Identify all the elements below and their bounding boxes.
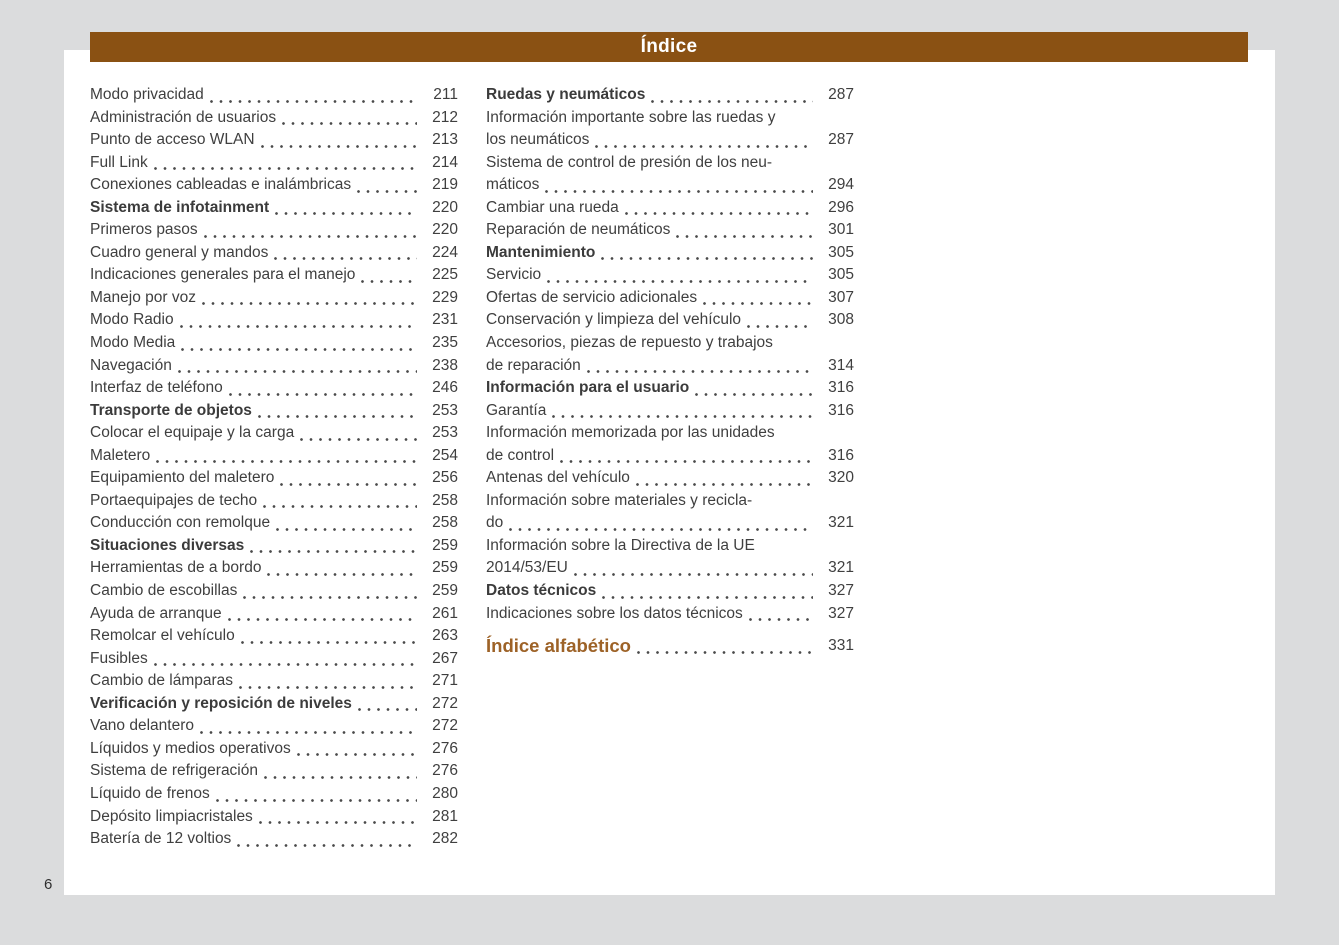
toc-entry-line [90,129,458,152]
toc-entry-page: 320 [828,469,854,487]
toc-entry-label: Reparación de neumáticos [486,221,671,239]
toc-entry [486,107,854,152]
toc-entry [486,377,854,400]
toc-entry-label: Indicaciones generales para el manejo [90,266,356,284]
toc-entry [90,783,458,806]
toc-entry-line [90,377,458,400]
toc-entry-line [486,242,854,265]
dot-leader [297,753,417,756]
toc-entry-line [486,535,854,558]
toc-entry-page: 296 [828,198,854,216]
toc-entry-page: 314 [828,356,854,374]
toc-entry-page: 271 [432,672,458,690]
toc-entry-line [90,219,458,242]
dot-leader [274,257,417,260]
toc-entry [90,197,458,220]
toc-entry-label: Remolcar el vehículo [90,627,235,645]
toc-entry-label: Modo Radio [90,311,174,329]
toc-entry-label: Líquidos y medios operativos [90,739,291,757]
toc-entry [486,287,854,310]
toc-entry-line [90,715,458,738]
toc-entry-label: de reparación [486,356,581,374]
dot-leader [651,100,813,103]
toc-entry [486,219,854,242]
dot-leader [602,596,813,599]
dot-leader [241,641,417,644]
toc-entry [90,400,458,423]
toc-entry [486,580,854,603]
toc-entry-label: Manejo por voz [90,288,196,306]
toc-entry-page: 301 [828,221,854,239]
toc-entry [90,806,458,829]
dot-leader [552,415,813,418]
toc-entry-label: Ayuda de arranque [90,604,222,622]
toc-column-right [486,84,854,659]
toc-entry-label: Ruedas y neumáticos [486,86,646,103]
toc-entry-page: 316 [828,379,854,397]
dot-leader [239,686,417,689]
dot-leader [243,596,417,599]
toc-entry-label: Modo privacidad [90,86,204,103]
toc-entry-page: 220 [432,221,458,239]
toc-entry-label: Indicaciones sobre los datos técnicos [486,604,743,622]
toc-entry-line [90,490,458,513]
toc-entry [486,422,854,467]
toc-entry-page: 321 [828,514,854,532]
toc-entry-label: Transporte de objetos [90,401,252,419]
dot-leader [703,302,813,305]
toc-entry-label: Ofertas de servicio adicionales [486,288,698,306]
toc-entry-page: 224 [432,243,458,261]
toc-entry [90,264,458,287]
toc-entry-page: 213 [432,131,458,149]
toc-entry-page: 331 [828,637,854,655]
toc-entry-line [90,107,458,130]
toc-entry-page: 246 [432,379,458,397]
toc-entry-line [90,400,458,423]
toc-entry-line [90,625,458,648]
dot-leader [747,325,813,328]
toc-entry-line [90,806,458,829]
toc-entry-page: 294 [828,176,854,194]
toc-entry-line [90,264,458,287]
dot-leader [250,550,417,553]
toc-entry-page: 327 [828,604,854,622]
toc-entry-line [90,580,458,603]
toc-entry-label: Vano delantero [90,717,194,735]
toc-entry [90,557,458,580]
toc-entry-page: 272 [432,694,458,712]
toc-entry [486,400,854,423]
index-header-bar [90,32,1248,62]
dot-leader [300,438,417,441]
toc-entry-line [486,467,854,490]
dot-leader [625,212,813,215]
toc-entry-label: Cambiar una rueda [486,198,619,216]
toc-entry-line [90,693,458,716]
toc-entry-page: 272 [432,717,458,735]
dot-leader [216,799,417,802]
toc-entry-line [90,152,458,175]
toc-entry-page: 327 [828,582,854,600]
toc-entry-page: 231 [432,311,458,329]
toc-entry-page: 263 [432,627,458,645]
toc-entry-label: Garantía [486,401,547,419]
dot-leader [636,483,813,486]
toc-entry-line [90,445,458,468]
toc-entry-line [486,197,854,220]
dot-leader [676,235,813,238]
toc-entry-line [486,332,854,355]
dot-leader [261,145,417,148]
toc-entry [90,490,458,513]
dot-leader [749,618,813,621]
toc-entry-label: Primeros pasos [90,221,198,239]
toc-entry-label: Accesorios, piezas de repuesto y trabajos [486,334,773,352]
toc-entry-label: Situaciones diversas [90,536,245,554]
toc-entry-line [486,264,854,287]
toc-entry-label: Información sobre materiales y recicla- [486,491,753,509]
toc-entry-line [486,512,854,535]
toc-entry-label: Navegación [90,356,172,374]
toc-entry-line [486,557,854,580]
toc-entry-line [90,355,458,378]
toc-entry [486,152,854,197]
dot-leader [587,370,813,373]
toc-entry-page: 305 [828,266,854,284]
toc-entry-line [486,84,854,107]
toc-entry-label: Conexiones cableadas e inalámbricas [90,176,352,194]
manual-page [64,36,1275,895]
toc-entry-page: 253 [432,401,458,419]
toc-entry [90,332,458,355]
toc-entry-line [486,632,854,659]
toc-entry-page: 321 [828,559,854,577]
toc-entry-label: Líquido de frenos [90,784,210,802]
toc-entry-line [486,309,854,332]
toc-entry-label: Herramientas de a bordo [90,559,262,577]
toc-entry-label: do [486,514,504,532]
toc-entry-page: 287 [828,131,854,149]
toc-entry [90,693,458,716]
toc-entry [486,197,854,220]
dot-leader [358,708,417,711]
toc-entry [90,219,458,242]
dot-leader [154,167,417,170]
toc-entry [486,242,854,265]
toc-entry-page: 276 [432,762,458,780]
toc-entry-page: 305 [828,243,854,261]
dot-leader [200,731,417,734]
toc-entry [90,422,458,445]
toc-entry-label: los neumáticos [486,131,590,149]
toc-entry-page: 253 [432,424,458,442]
toc-entry-line [486,174,854,197]
toc-entry [90,129,458,152]
toc-entry-line [486,490,854,513]
dot-leader [237,844,417,847]
toc-entry-line [486,603,854,626]
toc-entry-page: 316 [828,446,854,464]
toc-entry-label: Depósito limpiacristales [90,807,253,825]
toc-entry-page: 254 [432,446,458,464]
toc-entry-label: Índice alfabético [486,635,631,657]
dot-leader [574,573,813,576]
toc-entry-line [90,512,458,535]
toc-entry-line [486,219,854,242]
toc-entry-page: 229 [432,288,458,306]
toc-entry-label: Fusibles [90,649,148,667]
toc-entry [486,84,854,107]
toc-entry [90,670,458,693]
toc-entry [90,760,458,783]
dot-leader [181,348,417,351]
toc-entry-line [90,287,458,310]
dot-leader [509,528,813,531]
toc-entry-page: 258 [432,514,458,532]
toc-entry-page: 256 [432,469,458,487]
toc-entry-label: Verificación y reposición de niveles [90,694,352,712]
toc-entry-page: 258 [432,491,458,509]
toc-entry-label: Cambio de escobillas [90,582,238,600]
toc-entry-page: 219 [432,176,458,194]
toc-entry-page: 259 [432,559,458,577]
toc-entry [486,467,854,490]
toc-entry-page: 316 [828,401,854,419]
toc-entry-line [486,287,854,310]
page-number: 6 [44,876,53,893]
toc-entry-label: Información para el usuario [486,379,690,397]
dot-leader [282,122,417,125]
toc-entry-line [90,783,458,806]
toc-entry-page: 281 [432,807,458,825]
toc-entry [486,332,854,377]
toc-entry-page: 211 [433,86,458,103]
toc-entry-label: Conservación y limpieza del vehículo [486,311,742,329]
dot-leader [156,460,417,463]
toc-entry-page: 267 [432,649,458,667]
toc-entry-label: de control [486,446,555,464]
toc-entry-line [90,309,458,332]
toc-entry-line [486,107,854,130]
toc-entry-label: Punto de acceso WLAN [90,131,255,149]
dot-leader [267,573,417,576]
toc-entry-accent [486,632,854,659]
dot-leader [263,505,417,508]
toc-entry [90,625,458,648]
toc-entry-line [486,422,854,445]
toc-entry-label: Administración de usuarios [90,108,277,126]
dot-leader [357,190,417,193]
page-title: Índice [640,36,698,57]
toc-entry [486,309,854,332]
toc-entry-label: Datos técnicos [486,582,597,600]
dot-leader [275,212,417,215]
toc-entry [90,580,458,603]
toc-entry-label: Portaequipajes de techo [90,491,258,509]
toc-entry-label: Información sobre la Directiva de la UE [486,536,755,554]
toc-entry-line [90,738,458,761]
toc-entry-line [90,535,458,558]
toc-entry-label: Mantenimiento [486,243,596,261]
toc-entry-label: Información memorizada por las unidades [486,424,775,442]
toc-entry-page: 212 [432,108,458,126]
toc-entry-label: Colocar el equipaje y la carga [90,424,295,442]
toc-entry-line [90,670,458,693]
toc-entry [90,152,458,175]
toc-entry-label: Full Link [90,153,148,171]
toc-entry [486,490,854,535]
toc-entry [90,603,458,626]
toc-entry-line [90,422,458,445]
dot-leader [204,235,417,238]
dot-leader [178,370,417,373]
toc-entry [486,535,854,580]
toc-entry-page: 280 [432,784,458,802]
toc-entry [90,287,458,310]
toc-entry-page: 282 [432,830,458,848]
dot-leader [258,415,417,418]
toc-entry-page: 259 [432,536,458,554]
toc-entry-page: 214 [432,153,458,171]
toc-entry [90,107,458,130]
toc-entry-line [90,467,458,490]
toc-entry [90,738,458,761]
toc-entry-line [486,129,854,152]
toc-entry-page: 287 [828,86,854,103]
toc-entry-line [90,557,458,580]
toc-entry [486,603,854,626]
toc-entry [90,828,458,851]
dot-leader [202,302,417,305]
toc-entry-line [486,580,854,603]
dot-leader [264,776,417,779]
toc-entry-page: 276 [432,739,458,757]
toc-entry-line [90,648,458,671]
toc-entry [90,84,458,107]
dot-leader [228,618,417,621]
toc-entry-label: Interfaz de teléfono [90,379,223,397]
toc-entry-label: Antenas del vehículo [486,469,630,487]
toc-entry-label: Información importante sobre las ruedas y [486,108,776,126]
toc-entry-line [486,377,854,400]
dot-leader [259,821,417,824]
toc-entry-label: Modo Media [90,334,176,352]
dot-leader [595,145,813,148]
toc-entry-line [486,445,854,468]
toc-entry-page: 261 [432,604,458,622]
toc-entry [90,242,458,265]
toc-entry-label: Cambio de lámparas [90,672,234,690]
toc-entry-label: Sistema de control de presión de los neu- [486,153,773,171]
toc-entry-line [486,152,854,175]
toc-entry-label: Sistema de refrigeración [90,762,258,780]
dot-leader [361,280,417,283]
toc-entry-line [486,355,854,378]
toc-entry-page: 259 [432,582,458,600]
dot-leader [601,257,813,260]
toc-entry-line [90,242,458,265]
toc-entry-line [90,332,458,355]
toc-entry [90,445,458,468]
toc-entry [90,512,458,535]
toc-entry [90,174,458,197]
toc-entry-line [486,400,854,423]
toc-entry-label: Maletero [90,446,151,464]
toc-entry-line [90,84,458,107]
dot-leader [637,651,813,654]
dot-leader [695,393,813,396]
dot-leader [545,190,813,193]
toc-entry-page: 308 [828,311,854,329]
toc-entry-line [90,197,458,220]
toc-entry [90,377,458,400]
toc-entry [90,355,458,378]
dot-leader [154,663,417,666]
toc-entry-label: Equipamiento del maletero [90,469,275,487]
toc-entry-page: 238 [432,356,458,374]
toc-entry-label: Conducción con remolque [90,514,271,532]
toc-entry-label: 2014/53/EU [486,559,568,577]
toc-entry-label: Servicio [486,266,542,284]
dot-leader [276,528,417,531]
toc-entry-page: 235 [432,334,458,352]
toc-entry-line [90,760,458,783]
dot-leader [547,280,813,283]
toc-entry-line [90,174,458,197]
toc-entry-page: 307 [828,288,854,306]
dot-leader [180,325,417,328]
toc-entry [90,648,458,671]
toc-entry [90,467,458,490]
toc-entry-label: máticos [486,176,540,194]
toc-entry-page: 220 [432,198,458,216]
toc-entry [90,715,458,738]
toc-entry [486,264,854,287]
dot-leader [229,393,417,396]
toc-entry-line [90,603,458,626]
toc-entry [90,535,458,558]
toc-entry-line [90,828,458,851]
toc-entry-label: Batería de 12 voltios [90,830,232,848]
dot-leader [280,483,417,486]
toc-entry [90,309,458,332]
toc-entry-label: Sistema de infotainment [90,198,270,216]
toc-entry-page: 225 [432,266,458,284]
dot-leader [210,100,417,103]
dot-leader [560,460,813,463]
toc-column-left [90,84,458,851]
toc-entry-label: Cuadro general y mandos [90,243,269,261]
